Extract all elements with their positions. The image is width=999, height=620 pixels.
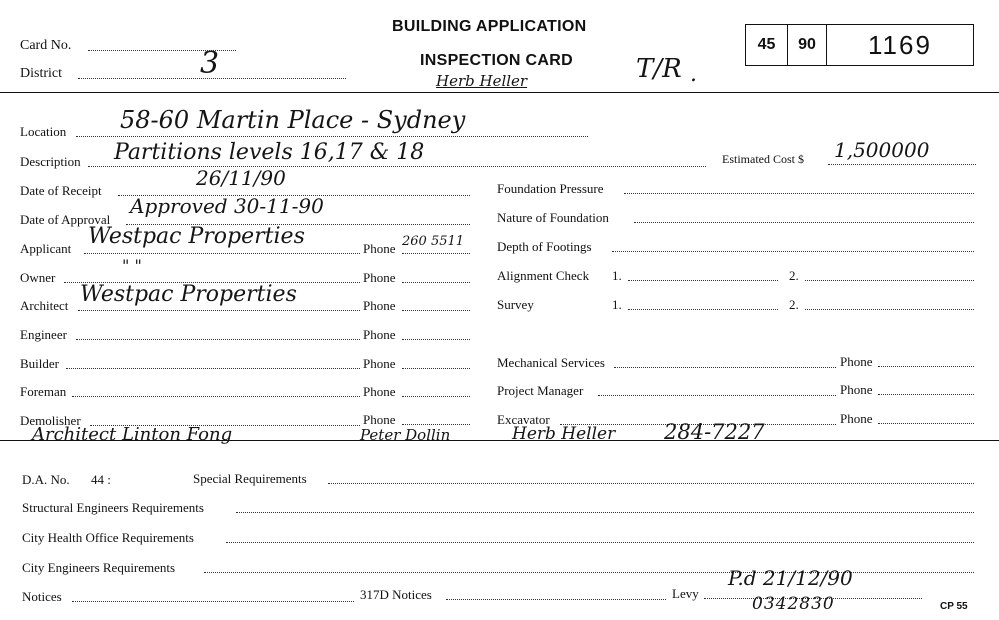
alignment-field-1[interactable] [628, 280, 778, 281]
structural-field[interactable] [236, 512, 974, 513]
structural-label: Structural Engineers Requirements [22, 500, 204, 515]
demolisher-label: Demolisher [20, 413, 81, 428]
nature-foundation-label: Nature of Foundation [497, 210, 609, 225]
handwritten-name3: Herb Heller [512, 424, 616, 444]
mechanical-phone-label: Phone [840, 354, 873, 369]
applicant-field[interactable] [84, 253, 360, 254]
handwritten-phone: 284-7227 [664, 420, 765, 444]
header-rule [0, 92, 999, 93]
foreman-phone-field[interactable] [402, 396, 470, 397]
mechanical-field[interactable] [614, 367, 836, 368]
city-health-field[interactable] [226, 542, 974, 543]
architect-field[interactable] [78, 310, 360, 311]
architect-label: Architect [20, 298, 69, 313]
engineer-phone-label: Phone [363, 327, 396, 342]
notices-field[interactable] [72, 601, 354, 602]
description-value: Partitions levels 16,17 & 18 [114, 140, 425, 165]
survey-field-2[interactable] [805, 309, 974, 310]
mechanical-phone-field[interactable] [878, 366, 974, 367]
architect-phone-label: Phone [363, 298, 396, 313]
demolisher-phone-label: Phone [363, 412, 396, 427]
engineer-label: Engineer [20, 327, 67, 342]
foreman-label: Foreman [20, 384, 67, 399]
alignment-num2: 2. [789, 268, 799, 283]
levy-label: Levy [672, 586, 699, 601]
da-no-label: D.A. No. [22, 472, 70, 487]
applicant-phone-value: 260 5511 [402, 234, 465, 249]
estimated-cost-field[interactable] [828, 164, 976, 165]
city-engineers-field[interactable] [204, 572, 974, 573]
alignment-num1: 1. [612, 268, 622, 283]
engineer-phone-field[interactable] [402, 339, 470, 340]
survey-num1: 1. [612, 297, 622, 312]
da-no-value: 44 : [91, 472, 111, 487]
header-signature: Herb Heller [436, 72, 528, 90]
tr-mark: T/R [636, 54, 682, 84]
architect-value: Westpac Properties [80, 282, 297, 307]
excavator-label: Excavator [497, 412, 550, 427]
demolisher-phone-field[interactable] [402, 424, 470, 425]
description-label: Description [20, 154, 81, 169]
builder-field[interactable] [66, 368, 360, 369]
notices-317d-field[interactable] [446, 599, 666, 600]
form-code: CP 55 [940, 601, 968, 612]
estimated-cost-value: 1,500000 [834, 138, 930, 162]
applicant-phone-field[interactable] [402, 253, 470, 254]
excavator-phone-label: Phone [840, 411, 873, 426]
foreman-phone-label: Phone [363, 384, 396, 399]
location-label: Location [20, 124, 67, 139]
notices-317d-label: 317D Notices [360, 587, 432, 602]
alignment-field-2[interactable] [805, 280, 974, 281]
owner-phone-label: Phone [363, 270, 396, 285]
levy-value: P.d 21/12/90 [728, 566, 853, 590]
project-manager-phone-label: Phone [840, 382, 873, 397]
district-value: 3 [200, 46, 220, 81]
survey-field-1[interactable] [628, 309, 778, 310]
builder-label: Builder [20, 356, 59, 371]
location-value: 58-60 Martin Place - Sydney [120, 106, 466, 134]
nature-foundation-field[interactable] [634, 222, 974, 223]
owner-value: " " [122, 256, 142, 275]
levy-ref: 0342830 [752, 594, 835, 614]
special-req-label: Special Requirements [193, 471, 307, 486]
date-receipt-label: Date of Receipt [20, 183, 102, 198]
applicant-value: Westpac Properties [88, 224, 305, 249]
district-label: District [20, 66, 62, 81]
alignment-check-label: Alignment Check [497, 268, 590, 283]
city-health-label: City Health Office Requirements [22, 530, 194, 545]
handwritten-name2: Peter Dollin [360, 426, 451, 444]
project-manager-field[interactable] [598, 395, 836, 396]
builder-phone-label: Phone [363, 356, 396, 371]
tr-dot: . [690, 62, 697, 87]
applicant-phone-label: Phone [363, 241, 396, 256]
title-line1: BUILDING APPLICATION [392, 18, 587, 35]
title-line2: INSPECTION CARD [420, 52, 573, 69]
handwritten-architect-note: Architect Linton Fong [32, 424, 233, 445]
foreman-field[interactable] [72, 396, 360, 397]
date-receipt-value: 26/11/90 [196, 166, 286, 190]
architect-phone-field[interactable] [402, 310, 470, 311]
project-manager-label: Project Manager [497, 383, 584, 398]
engineer-field[interactable] [76, 339, 360, 340]
mechanical-label: Mechanical Services [497, 355, 605, 370]
notices-label: Notices [22, 589, 62, 604]
builder-phone-field[interactable] [402, 368, 470, 369]
excavator-phone-field[interactable] [878, 423, 974, 424]
city-engineers-label: City Engineers Requirements [22, 560, 176, 575]
project-manager-phone-field[interactable] [878, 394, 974, 395]
owner-phone-field[interactable] [402, 282, 470, 283]
estimated-cost-label: Estimated Cost $ [722, 152, 804, 166]
survey-label: Survey [497, 297, 534, 312]
depth-footings-label: Depth of Footings [497, 239, 592, 254]
ref-box-2: 90 [787, 24, 827, 66]
applicant-label: Applicant [20, 241, 72, 256]
date-approval-label: Date of Approval [20, 212, 111, 227]
date-approval-value: Approved 30-11-90 [130, 194, 324, 218]
location-field[interactable] [76, 136, 588, 137]
ref-box-3: 1169 [826, 24, 974, 66]
special-req-field[interactable] [328, 483, 974, 484]
owner-label: Owner [20, 270, 56, 285]
foundation-pressure-field[interactable] [624, 193, 974, 194]
depth-footings-field[interactable] [612, 251, 974, 252]
foundation-pressure-label: Foundation Pressure [497, 181, 604, 196]
description-field[interactable] [88, 166, 706, 167]
card-no-label: Card No. [20, 38, 72, 53]
survey-num2: 2. [789, 297, 799, 312]
ref-box-1: 45 [745, 24, 788, 66]
